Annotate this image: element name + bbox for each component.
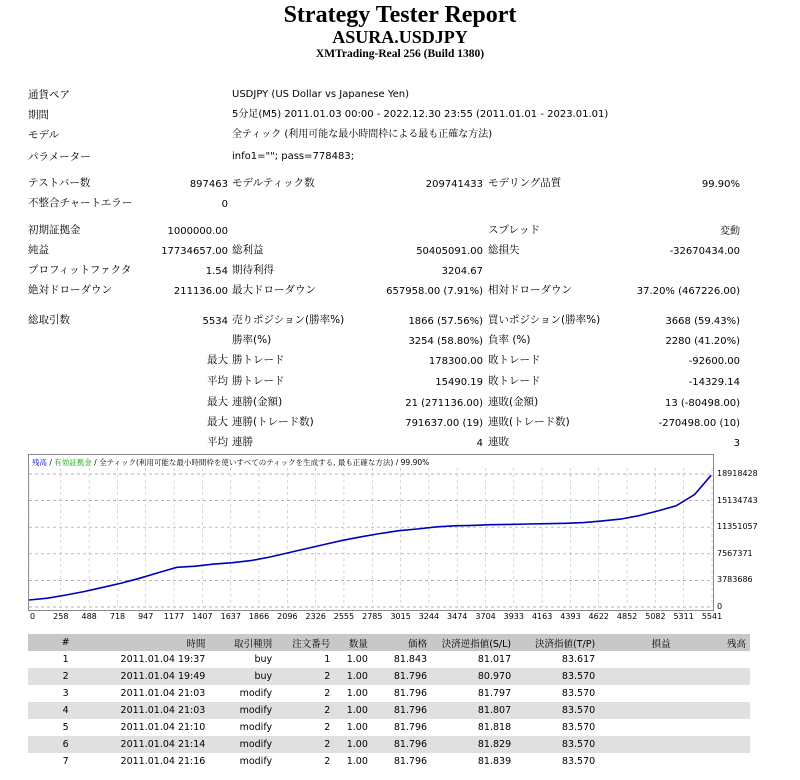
x-tick-label: 947 xyxy=(138,612,154,621)
column-header: 数量 xyxy=(334,634,372,651)
table-cell: 2 xyxy=(276,668,334,685)
trades-label: 総取引数 xyxy=(28,314,70,326)
gross-loss-value: -32670434.00 xyxy=(669,246,740,257)
trades-value: 5534 xyxy=(202,316,228,327)
info-label-model: モデル xyxy=(28,129,59,141)
avg-label-2: 平均 xyxy=(207,436,228,448)
table-cell: 81.017 xyxy=(477,654,512,665)
x-tick-label: 1637 xyxy=(220,612,241,621)
info-label-params: パラメーター xyxy=(28,151,91,163)
table-cell xyxy=(675,719,750,736)
table-cell: 2011.01.04 21:03 xyxy=(103,702,209,719)
x-tick-label: 4622 xyxy=(588,612,609,621)
avg-label: 平均 xyxy=(207,375,228,387)
table-cell: 7 xyxy=(62,756,69,767)
x-tick-label: 3015 xyxy=(390,612,411,621)
report-title: Strategy Tester Report xyxy=(283,2,517,28)
short-label: 売りポジション(勝率%) xyxy=(232,314,345,326)
table-cell: 81.839 xyxy=(477,756,512,767)
table-cell: 83.570 xyxy=(561,756,596,767)
spread-label: スプレッド xyxy=(488,224,540,236)
x-tick-label: 1407 xyxy=(192,612,213,621)
table-cell: 4 xyxy=(28,702,103,719)
errors-label: 不整合チャートエラー xyxy=(28,197,133,209)
ticks-value: 209741433 xyxy=(425,179,483,190)
x-tick-label: 2555 xyxy=(333,612,355,621)
max-loss-label: 敗トレード xyxy=(488,354,541,366)
consec-loss-trades-value: -270498.00 (10) xyxy=(658,418,740,429)
table-cell: 1.00 xyxy=(346,654,368,665)
table-cell: 2011.01.04 19:49 xyxy=(103,668,209,685)
table-cell xyxy=(599,702,674,719)
x-tick-label: 2326 xyxy=(305,612,326,621)
table-cell: 80.970 xyxy=(431,668,515,685)
consec-loss-avg-value: 3 xyxy=(733,438,740,449)
lossrate-value: 2280 (41.20%) xyxy=(665,336,740,347)
x-tick-label: 2096 xyxy=(277,612,298,621)
table-cell xyxy=(599,685,674,702)
table-cell: modify xyxy=(209,736,276,753)
table-row xyxy=(28,651,750,668)
column-header: 価格 xyxy=(372,634,431,651)
spread-value: 変動 xyxy=(720,226,740,237)
table-cell: 81.796 xyxy=(393,756,428,767)
table-cell: 2 xyxy=(276,702,334,719)
x-tick-label: 3704 xyxy=(475,612,496,621)
info-value-params: info1=""; pass=778483; xyxy=(232,151,355,162)
consec-loss-amount-value: 13 (-80498.00) xyxy=(664,398,740,409)
table-cell: 1.00 xyxy=(334,736,372,753)
table-cell xyxy=(675,753,750,770)
x-tick-label: 258 xyxy=(53,612,69,621)
table-cell: 81.797 xyxy=(477,688,512,699)
x-tick-label: 3933 xyxy=(503,612,524,621)
table-cell: 2 xyxy=(276,736,334,753)
avg-win-label: 勝トレード xyxy=(232,375,285,387)
table-header-row xyxy=(28,634,750,651)
table-cell: modify xyxy=(239,722,273,733)
y-tick-label: 15134743 xyxy=(717,495,758,505)
x-tick-label: 5311 xyxy=(673,612,694,621)
table-cell: 1 xyxy=(324,654,331,665)
column-header: 時間 xyxy=(103,634,209,651)
table-cell xyxy=(675,736,750,753)
table-cell: buy xyxy=(254,654,273,665)
table-cell: 5 xyxy=(62,722,69,733)
info-label-symbol: 通貨ペア xyxy=(28,89,70,101)
y-tick-label: 11351057 xyxy=(717,522,758,532)
table-row xyxy=(28,753,750,770)
table-cell: 2 xyxy=(324,756,331,767)
expected-label: 期待利得 xyxy=(232,264,274,276)
table-cell: 2 xyxy=(28,668,103,685)
table-cell: 81.829 xyxy=(431,736,515,753)
consec-loss-trades-label: 連敗(トレード数) xyxy=(488,416,570,428)
avg-loss-value: -14329.14 xyxy=(688,377,740,388)
consec-win-avg-value: 4 xyxy=(476,438,483,449)
column-header: 決済指値(T/P) xyxy=(515,634,599,651)
consec-win-avg-label: 連勝 xyxy=(232,436,253,448)
table-cell: 1.00 xyxy=(346,722,368,733)
table-row xyxy=(28,736,750,753)
deposit-label: 初期証拠金 xyxy=(28,224,81,236)
gross-loss-label: 総損失 xyxy=(488,244,520,256)
server-info: XMTrading-Real 256 (Build 1380) xyxy=(315,48,485,60)
balance-series-line xyxy=(29,475,711,600)
long-value: 3668 (59.43%) xyxy=(665,316,740,327)
column-header: 取引種別 xyxy=(209,634,276,651)
legend-model-info: 全ティック(利用可能な最小時間枠を使いすべてのティックを生成する, 最も正確な方法) / 99.90% xyxy=(99,458,430,467)
consec-win-trades-label: 連勝(トレード数) xyxy=(232,416,314,428)
table-row xyxy=(28,685,750,702)
balance-chart xyxy=(28,454,714,611)
expected-value: 3204.67 xyxy=(441,266,483,277)
legend-equity: 有効証拠金 xyxy=(54,458,92,467)
pf-value: 1.54 xyxy=(205,266,228,277)
consec-win-amount-label: 連勝(金額) xyxy=(232,396,283,408)
y-tick-label: 7567371 xyxy=(717,548,753,558)
errors-value: 0 xyxy=(221,199,228,210)
winrate-label: 勝率(%) xyxy=(232,334,272,346)
net-label: 純益 xyxy=(28,244,49,256)
legend-separator: / xyxy=(47,458,55,467)
table-cell: 2011.01.04 21:03 xyxy=(120,688,206,699)
rel-dd-value: 37.20% (467226.00) xyxy=(636,286,740,297)
quality-value: 99.90% xyxy=(701,179,740,190)
table-cell: 1 xyxy=(62,654,69,665)
table-cell: 81.807 xyxy=(431,702,515,719)
table-cell: 1.00 xyxy=(346,756,368,767)
x-tick-label: 0 xyxy=(30,612,36,621)
max-label-2: 最大 xyxy=(207,396,228,408)
column-header: 損益 xyxy=(599,634,674,651)
x-tick-label: 1866 xyxy=(248,612,270,621)
max-dd-value: 657958.00 (7.91%) xyxy=(386,286,483,297)
bars-value: 897463 xyxy=(189,179,228,190)
x-tick-label: 1177 xyxy=(163,612,185,621)
table-cell: modify xyxy=(239,756,273,767)
x-tick-label: 3244 xyxy=(418,612,440,621)
table-cell xyxy=(675,685,750,702)
rel-dd-label: 相対ドローダウン xyxy=(488,284,572,296)
short-value: 1866 (57.56%) xyxy=(408,316,483,327)
chart-legend xyxy=(32,457,429,468)
table-cell: modify xyxy=(239,688,273,699)
table-cell: 81.796 xyxy=(372,736,431,753)
long-label: 買いポジション(勝率%) xyxy=(488,314,601,326)
table-cell: 1.00 xyxy=(334,668,372,685)
deals-table xyxy=(28,634,750,770)
table-cell xyxy=(675,668,750,685)
legend-balance: 残高 xyxy=(32,458,47,467)
table-cell: 3 xyxy=(62,688,69,699)
x-tick-label: 488 xyxy=(81,612,97,621)
lossrate-label: 負率 (%) xyxy=(488,334,531,346)
consec-win-trades-value: 791637.00 (19) xyxy=(405,418,483,429)
bars-label: テストバー数 xyxy=(28,177,91,189)
avg-loss-label: 敗トレード xyxy=(488,375,541,387)
table-cell: 2 xyxy=(324,722,331,733)
max-win-label: 勝トレード xyxy=(232,354,285,366)
table-cell: 6 xyxy=(28,736,103,753)
ticks-label: モデルティック数 xyxy=(232,177,315,189)
net-value: 17734657.00 xyxy=(161,246,228,257)
table-cell: 81.796 xyxy=(372,702,431,719)
table-cell: 83.570 xyxy=(515,702,599,719)
column-header: 決済逆指値(S/L) xyxy=(431,634,515,651)
info-value-symbol: USDJPY (US Dollar vs Japanese Yen) xyxy=(232,89,410,100)
abs-dd-label: 絶対ドローダウン xyxy=(28,284,112,296)
table-cell: 81.843 xyxy=(393,654,428,665)
max-label: 最大 xyxy=(207,354,228,366)
table-cell xyxy=(675,651,750,668)
table-cell xyxy=(599,719,674,736)
table-cell: 2011.01.04 21:10 xyxy=(120,722,206,733)
max-label-3: 最大 xyxy=(207,416,228,428)
column-header: 注文番号 xyxy=(276,634,334,651)
x-tick-label: 2785 xyxy=(362,612,383,621)
x-tick-label: 4852 xyxy=(616,612,638,621)
table-cell: 1.00 xyxy=(334,702,372,719)
table-cell: buy xyxy=(209,668,276,685)
x-tick-label: 5541 xyxy=(701,612,723,621)
table-cell xyxy=(599,736,674,753)
x-tick-label: 4393 xyxy=(560,612,581,621)
column-header: 残高 xyxy=(675,634,750,651)
table-row xyxy=(28,668,750,685)
x-tick-label: 3474 xyxy=(447,612,468,621)
table-cell: 81.796 xyxy=(372,668,431,685)
table-cell xyxy=(675,702,750,719)
table-cell: 2011.01.04 21:14 xyxy=(103,736,209,753)
consec-win-amount-value: 21 (271136.00) xyxy=(405,398,483,409)
table-cell: 1.00 xyxy=(346,688,368,699)
info-value-period: 5分足(M5) 2011.01.03 00:00 - 2022.12.30 23:55 (2011.01.01 - 2023.01.01) xyxy=(232,109,609,120)
y-tick-label: 18918428 xyxy=(717,469,758,478)
info-label-period: 期間 xyxy=(28,109,49,121)
table-cell: 83.570 xyxy=(561,688,596,699)
gross-profit-value: 50405091.00 xyxy=(416,246,483,257)
y-tick-label: 0 xyxy=(717,602,723,611)
table-cell: 81.818 xyxy=(477,722,512,733)
y-tick-label: 3783686 xyxy=(717,575,753,585)
quality-label: モデリング品質 xyxy=(488,177,562,189)
table-cell: 83.570 xyxy=(515,736,599,753)
pf-label: プロフィットファクタ xyxy=(28,264,132,276)
table-cell: 2 xyxy=(324,688,331,699)
x-tick-label: 5082 xyxy=(645,612,666,621)
max-loss-value: -92600.00 xyxy=(688,356,740,367)
x-tick-label: 4163 xyxy=(531,612,553,621)
table-row xyxy=(28,719,750,736)
gross-profit-label: 総利益 xyxy=(232,244,264,256)
table-cell: modify xyxy=(209,702,276,719)
consec-loss-avg-label: 連敗 xyxy=(488,436,509,448)
info-value-model: 全ティック (利用可能な最小時間枠による最も正確な方法) xyxy=(232,129,493,140)
avg-win-value: 15490.19 xyxy=(435,377,483,388)
table-cell: 81.796 xyxy=(393,722,428,733)
x-tick-label: 718 xyxy=(109,612,126,621)
table-cell xyxy=(599,753,674,770)
table-cell: 81.796 xyxy=(393,688,428,699)
table-body xyxy=(28,651,750,770)
consec-loss-amount-label: 連敗(金額) xyxy=(488,396,539,408)
column-header: # xyxy=(28,634,103,651)
deposit-value: 1000000.00 xyxy=(167,226,228,237)
ea-name: ASURA.USDJPY xyxy=(332,27,468,47)
table-cell xyxy=(599,668,674,685)
abs-dd-value: 211136.00 xyxy=(173,286,228,297)
table-cell: 83.617 xyxy=(561,654,596,665)
table-cell: 2011.01.04 21:16 xyxy=(120,756,206,767)
table-cell xyxy=(599,651,674,668)
max-dd-label: 最大ドローダウン xyxy=(232,284,316,296)
table-cell: 83.570 xyxy=(561,722,596,733)
legend-separator: / xyxy=(91,458,100,467)
table-cell: 83.570 xyxy=(515,668,599,685)
table-row xyxy=(28,702,750,719)
max-win-value: 178300.00 xyxy=(428,356,483,367)
winrate-value: 3254 (58.80%) xyxy=(408,336,483,347)
table-cell: 2011.01.04 19:37 xyxy=(120,654,206,665)
